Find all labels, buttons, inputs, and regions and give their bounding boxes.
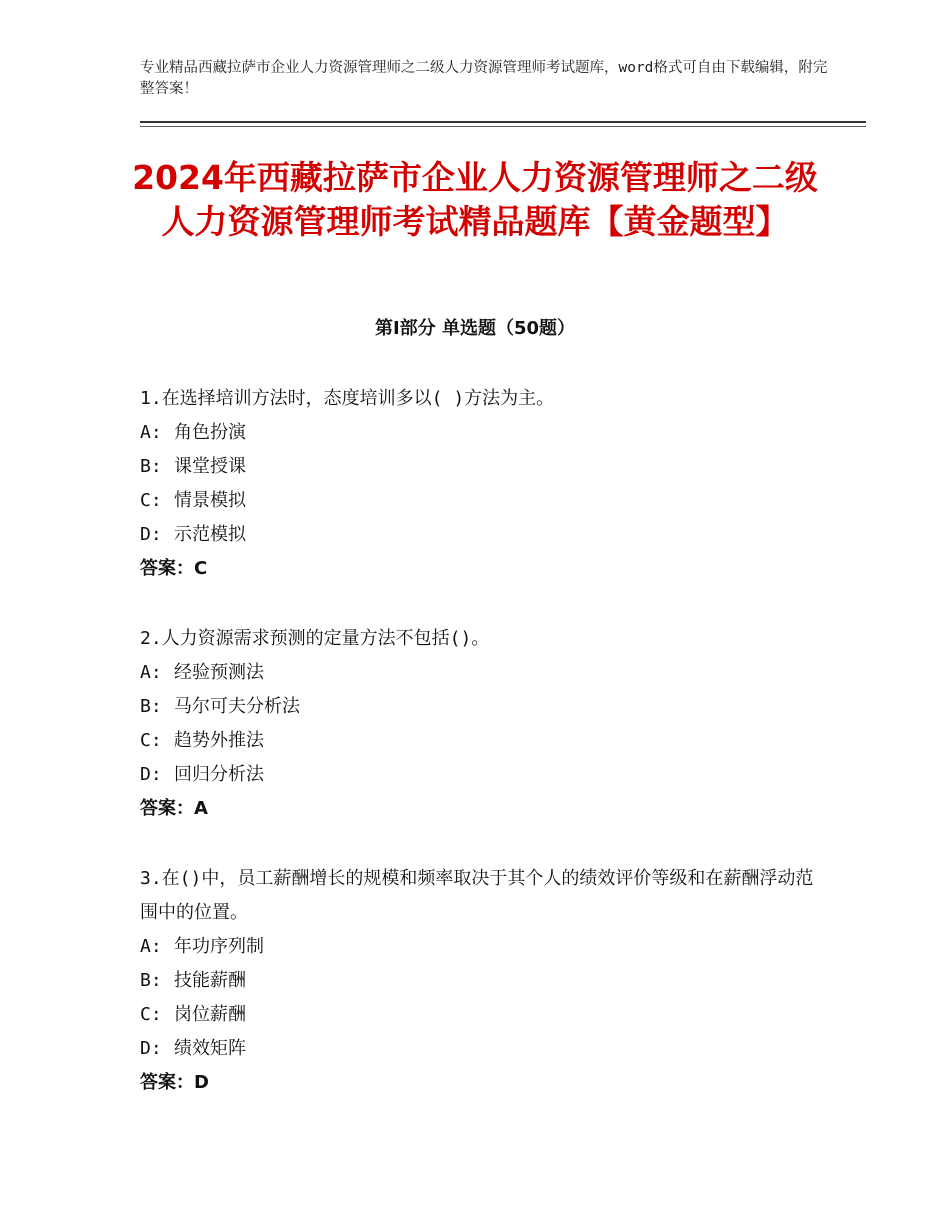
option-text: 绩效矩阵	[174, 1038, 246, 1059]
option-d	[140, 1032, 820, 1066]
question-text: 3.在()中，员工薪酬增长的规模和频率取决于其个人的绩效评价等级和在薪酬浮动范围中的位置。	[140, 868, 814, 923]
question-1	[140, 382, 820, 586]
option-key: C:	[140, 490, 162, 511]
question-3	[140, 862, 820, 1100]
option-text: 马尔可夫分析法	[174, 696, 300, 717]
document-title: 2024年西藏拉萨市企业人力资源管理师之二级人力资源管理师考试精品题库【黄金题型】	[132, 158, 818, 241]
option-key: B:	[140, 970, 162, 991]
option-key: B:	[140, 696, 162, 717]
option-d	[140, 758, 820, 792]
option-key: D:	[140, 524, 162, 545]
header-note: 专业精品西藏拉萨市企业人力资源管理师之二级人力资源管理师考试题库，word格式可自由下载编辑，附完整答案！	[140, 60, 828, 97]
question-list	[140, 382, 820, 1136]
option-c	[140, 484, 820, 518]
header-divider-thick	[140, 121, 866, 123]
option-text: 技能薪酬	[174, 970, 246, 991]
option-key: A:	[140, 422, 162, 443]
option-text: 课堂授课	[174, 456, 246, 477]
option-text: 年功序列制	[174, 936, 264, 957]
option-d	[140, 518, 820, 552]
option-text: 经验预测法	[174, 662, 264, 683]
option-text: 角色扮演	[174, 422, 246, 443]
option-key: B:	[140, 456, 162, 477]
option-text: 情景模拟	[174, 490, 246, 511]
option-key: D:	[140, 1038, 162, 1059]
option-key: A:	[140, 936, 162, 957]
option-text: 示范模拟	[174, 524, 246, 545]
option-text: 回归分析法	[174, 764, 264, 785]
option-text: 趋势外推法	[174, 730, 264, 751]
option-key: C:	[140, 1004, 162, 1025]
option-b	[140, 690, 820, 724]
question-text: 1.在选择培训方法时，态度培训多以( )方法为主。	[140, 388, 555, 409]
header-divider-thin	[140, 126, 866, 127]
option-key: A:	[140, 662, 162, 683]
option-text: 岗位薪酬	[174, 1004, 246, 1025]
question-text: 2.人力资源需求预测的定量方法不包括()。	[140, 628, 490, 649]
option-b	[140, 964, 820, 998]
option-a	[140, 930, 820, 964]
question-2	[140, 622, 820, 826]
option-a	[140, 416, 820, 450]
option-b	[140, 450, 820, 484]
option-key: D:	[140, 764, 162, 785]
option-c	[140, 998, 820, 1032]
answer: 答案：A	[140, 798, 208, 819]
answer: 答案：C	[140, 558, 208, 579]
answer: 答案：D	[140, 1072, 209, 1093]
section-heading: 第Ⅰ部分 单选题（50题）	[374, 318, 575, 339]
option-a	[140, 656, 820, 690]
option-c	[140, 724, 820, 758]
option-key: C:	[140, 730, 162, 751]
